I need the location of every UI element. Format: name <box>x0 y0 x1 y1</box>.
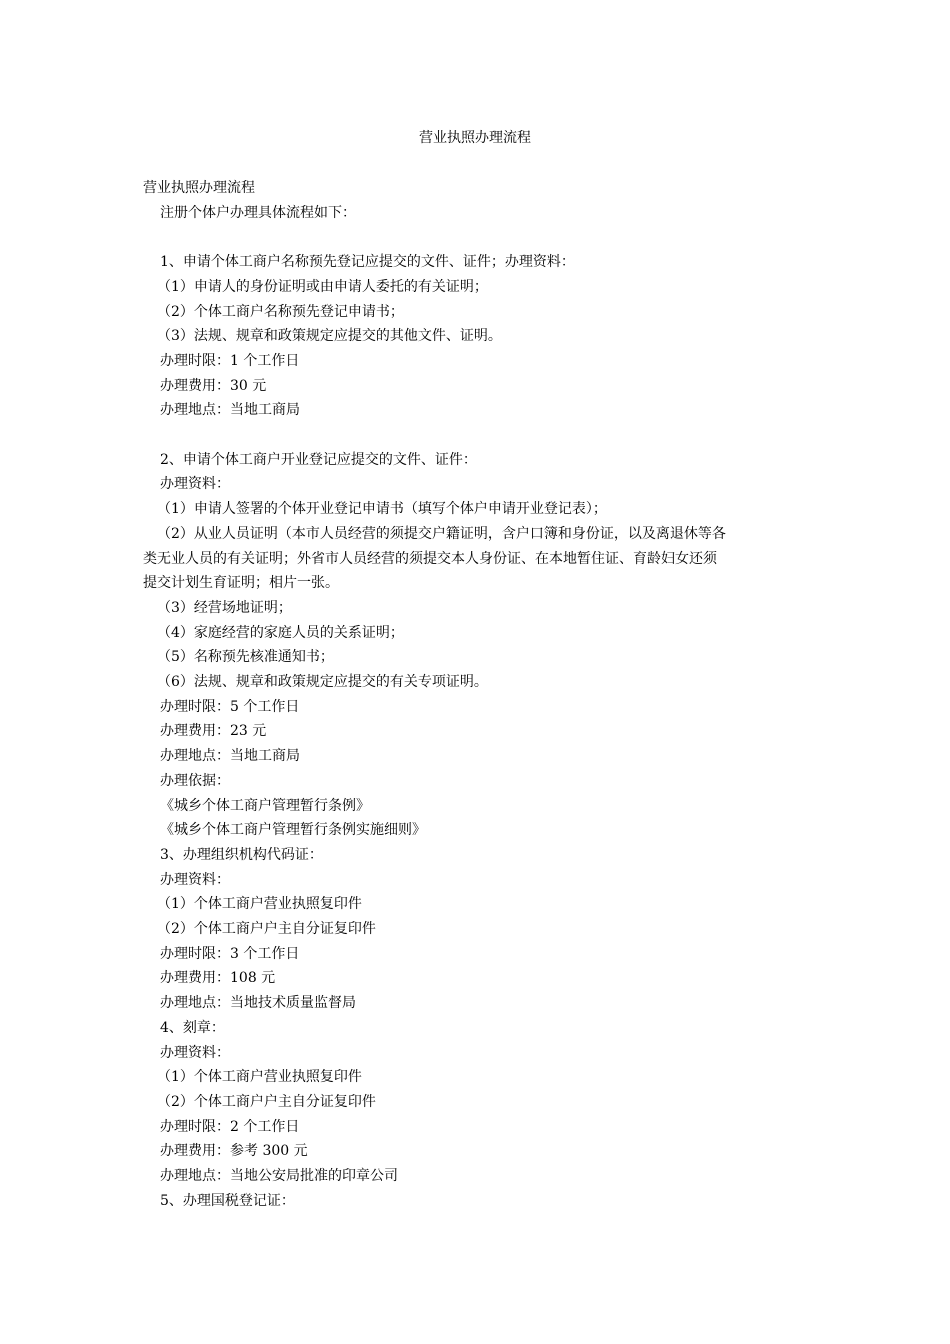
text-line: 《城乡个体工商户管理暂行条例实施细则》 <box>160 822 426 839</box>
text-line: （2）个体工商户户主自分证复印件 <box>157 921 376 938</box>
text-line: 2、申请个体工商户开业登记应提交的文件、证件： <box>160 451 477 468</box>
text-line: 办理费用：23 元 <box>160 723 267 740</box>
text-line: 办理资料： <box>160 476 230 493</box>
document-title: 营业执照办理流程 <box>419 130 531 146</box>
blank-line <box>143 225 813 250</box>
text-line: （1）申请人的身份证明或由申请人委托的有关证明； <box>157 278 488 295</box>
text-line: 办理时限：5 个工作日 <box>160 698 300 715</box>
blank-line <box>143 423 813 448</box>
text-line: （1）个体工商户营业执照复印件 <box>157 1069 362 1086</box>
text-line: 办理时限：1 个工作日 <box>160 352 300 369</box>
text-line: 4、刻章： <box>160 1019 225 1036</box>
text-line: 5、办理国税登记证： <box>160 1192 295 1209</box>
text-line: 营业执照办理流程 <box>143 180 255 196</box>
text-line: （3）经营场地证明； <box>157 599 292 616</box>
text-line: （3）法规、规章和政策规定应提交的其他文件、证明。 <box>157 328 502 345</box>
text-line: （1）申请人签署的个体开业登记申请书（填写个体户申请开业登记表）； <box>157 501 607 518</box>
text-line: 办理时限：3 个工作日 <box>160 945 300 962</box>
text-line: 办理时限：2 个工作日 <box>160 1118 300 1135</box>
text-line: （6）法规、规章和政策规定应提交的有关专项证明。 <box>157 674 488 691</box>
text-line: 办理资料： <box>160 871 230 888</box>
text-line: 办理地点：当地工商局 <box>160 402 300 419</box>
text-line: 《城乡个体工商户管理暂行条例》 <box>160 797 370 814</box>
text-line: 1、申请个体工商户名称预先登记应提交的文件、证件；办理资料： <box>160 254 575 271</box>
text-line: 办理资料： <box>160 1044 230 1061</box>
text-line: 办理费用：108 元 <box>160 970 276 987</box>
text-line: （4）家庭经营的家庭人员的关系证明； <box>157 624 404 641</box>
text-line: 3、办理组织机构代码证： <box>160 846 323 863</box>
text-line: 类无业人员的有关证明；外省市人员经营的须提交本人身份证、在本地暂住证、育龄妇女还须 <box>143 550 717 567</box>
text-line: 办理费用：30 元 <box>160 377 267 394</box>
document-body <box>143 176 813 1214</box>
text-line: （1）个体工商户营业执照复印件 <box>157 896 362 913</box>
text-line: （2）个体工商户户主自分证复印件 <box>157 1093 376 1110</box>
text-line: 办理地点：当地公安局批准的印章公司 <box>160 1168 398 1185</box>
text-line: 提交计划生育证明；相片一张。 <box>143 575 339 592</box>
text-line: （5）名称预先核准通知书； <box>157 649 334 666</box>
text-line: 注册个体户办理具体流程如下： <box>160 204 356 221</box>
text-line: 办理地点：当地技术质量监督局 <box>160 995 356 1012</box>
text-line: 办理依据： <box>160 772 230 789</box>
text-line: 办理费用：参考 300 元 <box>160 1143 308 1160</box>
text-line: 办理地点：当地工商局 <box>160 748 300 765</box>
text-line: （2）个体工商户名称预先登记申请书； <box>157 303 404 320</box>
text-line: （2）从业人员证明（本市人员经营的须提交户籍证明，含户口簿和身份证，以及离退休等各 <box>157 525 726 542</box>
